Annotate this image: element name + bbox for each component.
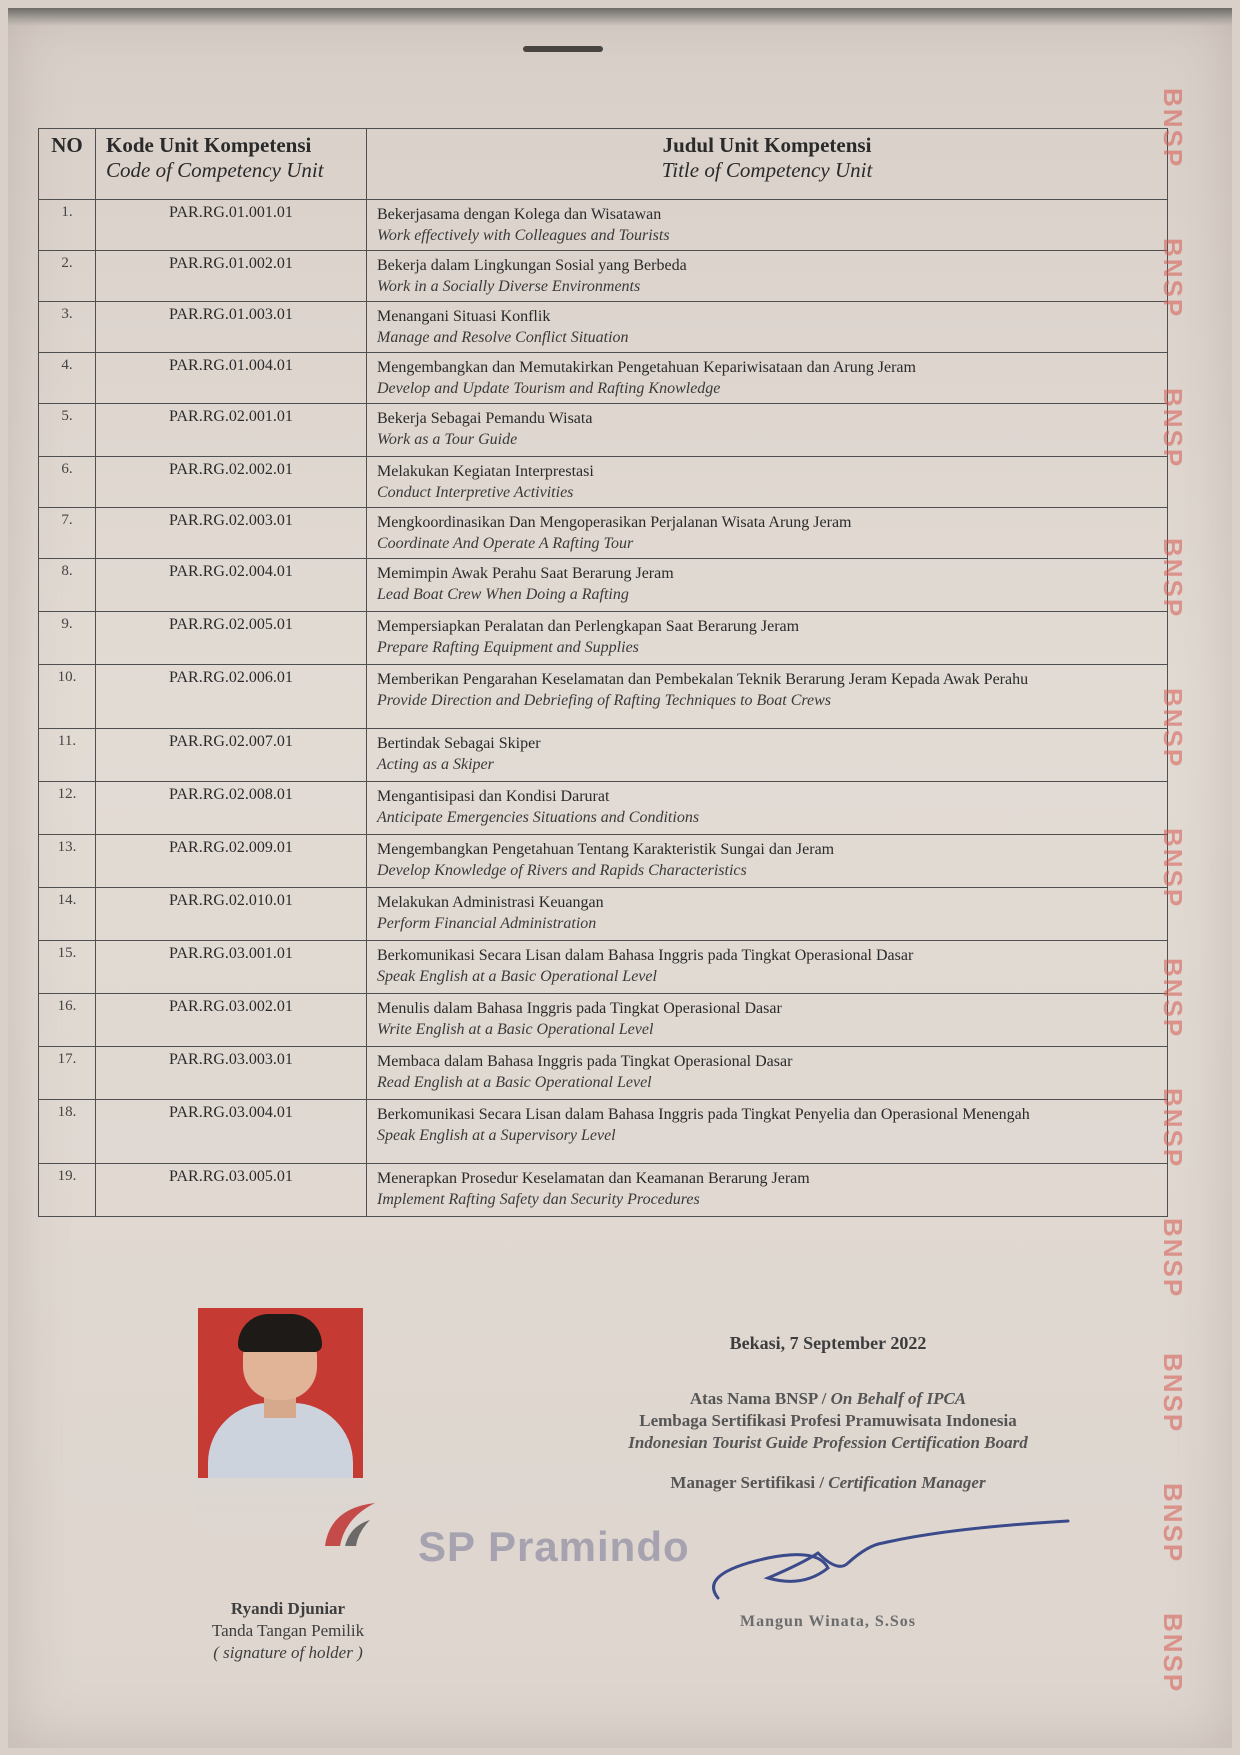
row-title-id: Mengembangkan dan Memutakirkan Pengetahuan Kepariwisataan dan Arung Jeram [377, 359, 916, 376]
row-title-en: Write English at a Basic Operational Level [377, 1021, 654, 1038]
row-no: 19. [39, 1164, 96, 1217]
row-code: PAR.RG.01.003.01 [96, 302, 367, 353]
clip-mark [523, 46, 603, 52]
row-title-id: Bekerja Sebagai Pemandu Wisata [377, 410, 593, 427]
row-no: 15. [39, 941, 96, 994]
row-title-id: Menangani Situasi Konflik [377, 308, 551, 325]
row-title-id: Membaca dalam Bahasa Inggris pada Tingkat Operasional Dasar [377, 1053, 793, 1070]
row-code: PAR.RG.02.004.01 [96, 559, 367, 612]
row-title-en: Work effectively with Colleagues and Tourists [377, 227, 670, 244]
row-title [367, 508, 1168, 559]
row-title-id: Mengkoordinasikan Dan Mengoperasikan Perjalanan Wisata Arung Jeram [377, 514, 852, 531]
row-title [367, 665, 1168, 729]
row-title [367, 941, 1168, 994]
row-title-en: Prepare Rafting Equipment and Supplies [377, 639, 639, 656]
org-name-en: Indonesian Tourist Guide Profession Certification Board [628, 1433, 1028, 1452]
row-title [367, 1164, 1168, 1217]
photo-hair [238, 1314, 322, 1352]
row-title-id: Mengembangkan Pengetahuan Tentang Karakteristik Sungai dan Jeram [377, 841, 835, 858]
row-title-en: Manage and Resolve Conflict Situation [377, 329, 629, 346]
pramindo-logo-text: SP Pramindo [418, 1523, 690, 1570]
row-title [367, 994, 1168, 1047]
bnsp-stamp: BNSP [1158, 688, 1188, 769]
row-title-en: Implement Rafting Safety dan Security Procedures [377, 1191, 700, 1208]
bnsp-stamp: BNSP [1158, 958, 1188, 1039]
on-behalf-en: On Behalf of IPCA [830, 1389, 967, 1408]
row-code: PAR.RG.01.001.01 [96, 200, 367, 251]
row-no: 2. [39, 251, 96, 302]
table-row [39, 729, 1168, 782]
row-title-id: Memimpin Awak Perahu Saat Berarung Jeram [377, 565, 674, 582]
row-no: 10. [39, 665, 96, 729]
row-title-en: Conduct Interpretive Activities [377, 484, 574, 501]
header-title-en: Title of Competency Unit [661, 158, 873, 182]
row-no: 16. [39, 994, 96, 1047]
row-code: PAR.RG.03.003.01 [96, 1047, 367, 1100]
row-title-id: Melakukan Kegiatan Interprestasi [377, 463, 594, 480]
manager-id: Manager Sertifikasi / [670, 1473, 829, 1492]
row-code: PAR.RG.02.009.01 [96, 835, 367, 888]
table-row [39, 994, 1168, 1047]
row-title-en: Coordinate And Operate A Rafting Tour [377, 535, 634, 552]
table-row [39, 1047, 1168, 1100]
table-row [39, 302, 1168, 353]
issuer-block [568, 1333, 1088, 1494]
top-edge [8, 8, 1232, 26]
row-title-id: Menulis dalam Bahasa Inggris pada Tingkat Operasional Dasar [377, 1000, 782, 1017]
row-code: PAR.RG.01.004.01 [96, 353, 367, 404]
row-title [367, 251, 1168, 302]
row-no: 6. [39, 457, 96, 508]
row-title-id: Mengantisipasi dan Kondisi Darurat [377, 788, 610, 805]
competency-table [38, 128, 1168, 1217]
manager-en: Certification Manager [828, 1473, 986, 1492]
holder-label: Tanda Tangan Pemilik [211, 1621, 365, 1640]
row-no: 4. [39, 353, 96, 404]
row-no: 1. [39, 200, 96, 251]
row-title-en: Develop Knowledge of Rivers and Rapids Characteristics [377, 862, 747, 879]
row-code: PAR.RG.02.010.01 [96, 888, 367, 941]
row-title-en: Work as a Tour Guide [377, 431, 518, 448]
table-row [39, 782, 1168, 835]
row-title [367, 200, 1168, 251]
row-title [367, 1047, 1168, 1100]
table-row [39, 665, 1168, 729]
holder-name: Ryandi Djuniar [230, 1599, 346, 1618]
bnsp-stamp: BNSP [1158, 538, 1188, 619]
header-no: NO [39, 129, 96, 200]
header-title-id: Judul Unit Kompetensi [662, 133, 872, 157]
table-row [39, 835, 1168, 888]
on-behalf-id: Atas Nama BNSP / [689, 1389, 831, 1408]
row-title-en: Speak English at a Basic Operational Level [377, 968, 657, 985]
row-no: 18. [39, 1100, 96, 1164]
header-title [367, 129, 1168, 200]
row-code: PAR.RG.02.002.01 [96, 457, 367, 508]
table-row [39, 612, 1168, 665]
table-row [39, 508, 1168, 559]
row-no: 17. [39, 1047, 96, 1100]
row-title-en: Perform Financial Administration [377, 915, 597, 932]
bnsp-stamp: BNSP [1158, 1218, 1188, 1299]
row-title [367, 559, 1168, 612]
row-title-en: Read English at a Basic Operational Level [377, 1074, 652, 1091]
row-code: PAR.RG.02.008.01 [96, 782, 367, 835]
row-code: PAR.RG.02.007.01 [96, 729, 367, 782]
row-no: 5. [39, 404, 96, 457]
table-row [39, 888, 1168, 941]
row-title-id: Mempersiapkan Peralatan dan Perlengkapan Saat Berarung Jeram [377, 618, 800, 635]
table-row [39, 404, 1168, 457]
row-code: PAR.RG.02.005.01 [96, 612, 367, 665]
row-title [367, 782, 1168, 835]
row-title [367, 353, 1168, 404]
row-code: PAR.RG.03.004.01 [96, 1100, 367, 1164]
manager-signature [708, 1503, 1088, 1613]
row-title [367, 302, 1168, 353]
row-title-en: Provide Direction and Debriefing of Rafting Techniques to Boat Crews [377, 692, 832, 709]
row-code: PAR.RG.02.001.01 [96, 404, 367, 457]
row-title-en: Lead Boat Crew When Doing a Rafting [377, 586, 629, 603]
header-code [96, 129, 367, 200]
on-behalf-line [568, 1388, 1088, 1410]
row-no: 11. [39, 729, 96, 782]
row-no: 8. [39, 559, 96, 612]
holder-label-en: ( signature of holder ) [213, 1643, 363, 1662]
signer-name: Mangun Winata, S.Sos [740, 1613, 916, 1630]
place-date: Bekasi, 7 September 2022 [729, 1333, 927, 1353]
bnsp-stamp: BNSP [1158, 828, 1188, 909]
table-row [39, 353, 1168, 404]
table-row [39, 200, 1168, 251]
table-row [39, 941, 1168, 994]
row-no: 7. [39, 508, 96, 559]
table-header-row [39, 129, 1168, 200]
holder-block [158, 1598, 418, 1664]
table-row [39, 1100, 1168, 1164]
row-title [367, 612, 1168, 665]
row-code: PAR.RG.01.002.01 [96, 251, 367, 302]
row-title [367, 404, 1168, 457]
row-title-id: Berkomunikasi Secara Lisan dalam Bahasa Inggris pada Tingkat Penyelia dan Operasional Menengah [377, 1106, 1030, 1123]
row-title-en: Speak English at a Supervisory Level [377, 1127, 616, 1144]
row-no: 9. [39, 612, 96, 665]
row-title-en: Anticipate Emergencies Situations and Conditions [377, 809, 700, 826]
row-title-en: Acting as a Skiper [377, 756, 494, 773]
org-name: Lembaga Sertifikasi Profesi Pramuwisata Indonesia [639, 1411, 1017, 1430]
bnsp-stamp: BNSP [1158, 1483, 1188, 1564]
table-row [39, 457, 1168, 508]
row-title [367, 888, 1168, 941]
row-title-id: Bertindak Sebagai Skiper [377, 735, 541, 752]
table-row [39, 559, 1168, 612]
row-title-en: Develop and Update Tourism and Rafting Knowledge [377, 380, 721, 397]
row-title-id: Menerapkan Prosedur Keselamatan dan Keamanan Berarung Jeram [377, 1170, 810, 1187]
pramindo-logo-icon [320, 1498, 380, 1548]
row-code: PAR.RG.03.005.01 [96, 1164, 367, 1217]
table-row [39, 1164, 1168, 1217]
table-row [39, 251, 1168, 302]
row-code: PAR.RG.03.002.01 [96, 994, 367, 1047]
row-title [367, 835, 1168, 888]
row-no: 13. [39, 835, 96, 888]
header-code-en: Code of Competency Unit [106, 158, 324, 182]
manager-line [568, 1472, 1088, 1494]
row-title-id: Bekerja dalam Lingkungan Sosial yang Berbeda [377, 257, 687, 274]
row-title-id: Memberikan Pengarahan Keselamatan dan Pembekalan Teknik Berarung Jeram Kepada Awak Perahu [377, 671, 1029, 688]
row-title-id: Berkomunikasi Secara Lisan dalam Bahasa Inggris pada Tingkat Operasional Dasar [377, 947, 914, 964]
row-no: 12. [39, 782, 96, 835]
row-title [367, 1100, 1168, 1164]
bnsp-stamp: BNSP [1158, 238, 1188, 319]
bnsp-stamp: BNSP [1158, 1088, 1188, 1169]
bnsp-stamp: BNSP [1158, 1353, 1188, 1434]
row-title-id: Melakukan Administrasi Keuangan [377, 894, 604, 911]
row-code: PAR.RG.03.001.01 [96, 941, 367, 994]
row-title-en: Work in a Socially Diverse Environments [377, 278, 641, 295]
bnsp-stamp: BNSP [1158, 88, 1188, 169]
row-no: 3. [39, 302, 96, 353]
header-code-id: Kode Unit Kompetensi [106, 133, 312, 157]
row-code: PAR.RG.02.006.01 [96, 665, 367, 729]
bnsp-stamp: BNSP [1158, 388, 1188, 469]
holder-photo [198, 1308, 363, 1478]
row-code: PAR.RG.02.003.01 [96, 508, 367, 559]
bnsp-stamp: BNSP [1158, 1613, 1188, 1694]
certificate-sheet [8, 8, 1232, 1748]
row-no: 14. [39, 888, 96, 941]
row-title-id: Bekerjasama dengan Kolega dan Wisatawan [377, 206, 662, 223]
row-title [367, 457, 1168, 508]
row-title [367, 729, 1168, 782]
